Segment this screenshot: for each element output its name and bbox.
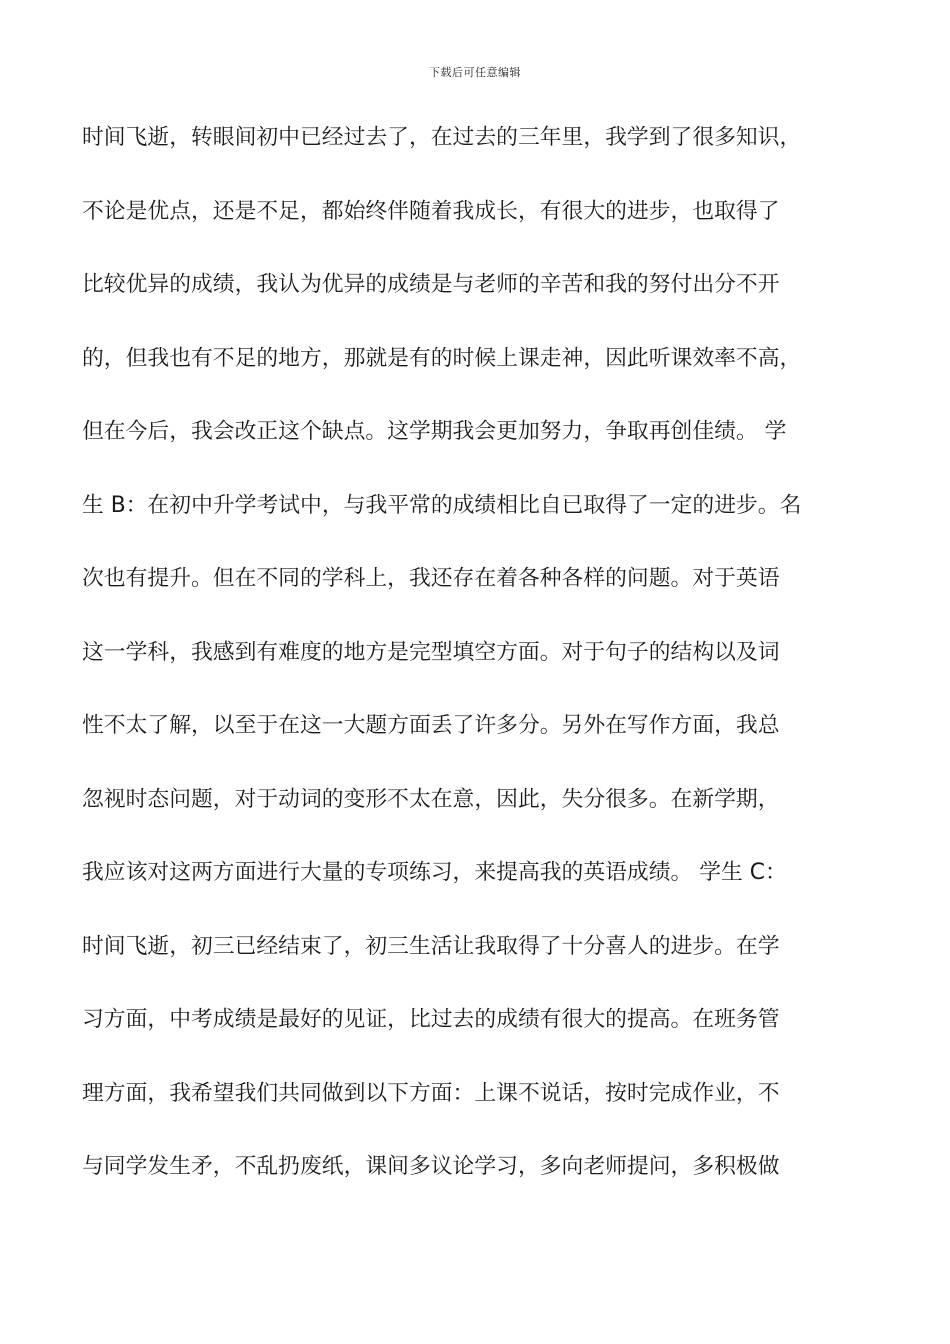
text-line: 这一学科，我感到有难度的地方是完型填空方面。对于句子的结构以及词 bbox=[82, 639, 780, 665]
text-line: 次也有提升。但在不同的学科上，我还存在着各种各样的问题。对于英语 bbox=[82, 566, 780, 591]
text-line: 但在今后，我会改正这个缺点。这学期我会更加努力，争取再创佳绩。 学 bbox=[82, 419, 787, 444]
text-line: 忽视时态问题，对于动词的变形不太在意，因此，失分很多。在新学期， bbox=[82, 786, 780, 812]
body-text bbox=[82, 117, 882, 1220]
text-line: 性不太了解，以至于在这一大题方面丢了许多分。另外在写作方面，我总 bbox=[82, 713, 780, 738]
text-line: 的，但我也有不足的地方，那就是有的时候上课走神，因此听课效率不高， bbox=[82, 345, 802, 371]
text-line: 比较优异的成绩，我认为优异的成绩是与老师的辛苦和我的努付出分不开 bbox=[82, 272, 780, 297]
text-line: 不论是优点，还是不足，都始终伴随着我成长，有很大的进步，也取得了 bbox=[82, 198, 780, 224]
text-line: 时间飞逝，转眼间初中已经过去了，在过去的三年里，我学到了很多知识， bbox=[82, 125, 802, 150]
text-line: 我应该对这两方面进行大量的专项练习，来提高我的英语成绩。 学生 C： bbox=[82, 860, 787, 885]
text-line: 习方面，中考成绩是最好的见证，比过去的成绩有很大的提高。在班务管 bbox=[82, 1007, 780, 1032]
text-line: 时间飞逝，初三已经结束了，初三生活让我取得了十分喜人的进步。在学 bbox=[82, 933, 780, 959]
text-line: 生 B：在初中升学考试中，与我平常的成绩相比自已取得了一定的进步。名 bbox=[82, 492, 802, 518]
text-line: 理方面，我希望我们共同做到以下方面：上课不说话，按时完成作业，不 bbox=[82, 1080, 780, 1106]
text-line: 与同学发生矛，不乱扔废纸，课间多议论学习，多向老师提问，多积极做 bbox=[82, 1154, 780, 1179]
page-header: 下载后可任意编辑 bbox=[429, 66, 521, 79]
